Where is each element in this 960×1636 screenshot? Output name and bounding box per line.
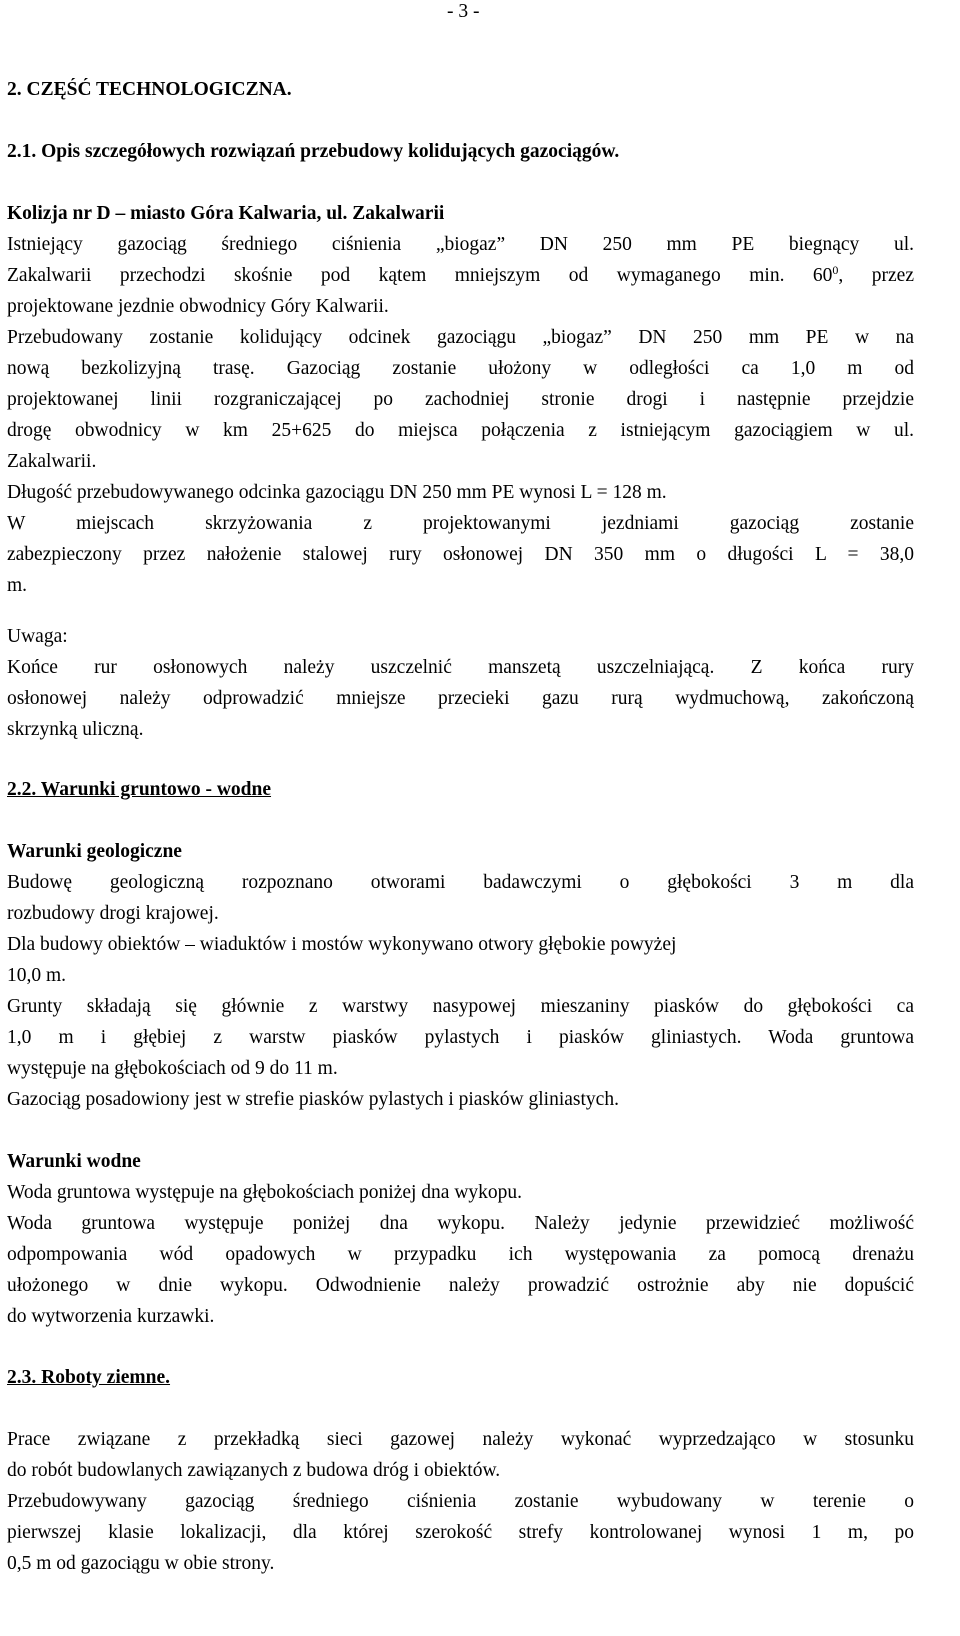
paragraph-line: m. [7,575,28,596]
paragraph-line: Istniejący gazociąg średniego ciśnienia „biogaz” DN 250 mm PE biegnący ul. [7,234,914,255]
geology-heading: Warunki geologiczne [7,841,182,862]
water-line: Woda gruntowa występuje na głębokościach poniżej dna wykopu. [7,1182,523,1203]
paragraph-line: Długość przebudowywanego odcinka gazociągu DN 250 mm PE wynosi L = 128 m. [7,482,667,503]
geology-line: 1,0 m i głębiej z warstw piasków pylastych i piasków gliniastych. Woda gruntowa [7,1027,914,1048]
paragraph-line: W miejscach skrzyżowania z projektowanymi jezdniami gazociąg zostanie [7,513,914,534]
earthworks-line: pierwszej klasie lokalizacji, dla której szerokość strefy kontrolowanej wynosi 1 m, po [7,1522,914,1543]
water-line: odpompowania wód opadowych w przypadku ich występowania za pomocą drenażu [7,1244,914,1265]
note-line: osłonowej należy odprowadzić mniejsze przecieki gazu rurą wydmuchową, zakończoną [7,688,914,709]
collision-heading: Kolizja nr D – miasto Góra Kalwaria, ul. Zakalwarii [7,203,445,224]
section-2-heading: 2. CZĘŚĆ TECHNOLOGICZNA. [7,79,292,100]
earthworks-line: 0,5 m od gazociągu w obie strony. [7,1553,275,1574]
geology-line: rozbudowy drogi krajowej. [7,903,219,924]
section-2-3-heading: 2.3. Roboty ziemne. [7,1367,171,1388]
paragraph-line: Zakalwarii przechodzi skośnie pod kątem mniejszym od wymaganego min. $60^0$, przez [7,264,914,286]
geology-line: Grunty składają się głównie z warstwy nasypowej mieszaniny piasków do głębokości ca [7,996,914,1017]
water-line: Woda gruntowa występuje poniżej dna wykopu. Należy jedynie przewidzieć możliwość [7,1213,914,1234]
earthworks-line: do robót budowlanych zawiązanych z budowa dróg i obiektów. [7,1460,501,1481]
note-label: Uwaga: [7,626,68,647]
earthworks-line: Prace związane z przekładką sieci gazowej należy wykonać wyprzedzająco w stosunku [7,1429,914,1450]
paragraph-line: nową bezkolizyjną trasę. Gazociąg zostanie ułożony w odległości ca 1,0 m od [7,358,914,379]
geology-line: 10,0 m. [7,965,67,986]
paragraph-line: zabezpieczony przez nałożenie stalowej rury osłonowej DN 350 mm o długości L = 38,0 [7,544,914,565]
earthworks-line: Przebudowywany gazociąg średniego ciśnienia zostanie wybudowany w terenie o [7,1491,914,1512]
geology-line: Gazociąg posadowiony jest w strefie piasków pylastych i piasków gliniastych. [7,1089,619,1110]
geology-line: występuje na głębokościach od 9 do 11 m. [7,1058,338,1079]
note-line: skrzynką uliczną. [7,719,144,740]
page-number: - 3 - [447,1,480,22]
paragraph-line: projektowanej linii rozgraniczającej po zachodniej stronie drogi i następnie przejdzie [7,389,914,410]
water-heading: Warunki wodne [7,1151,141,1172]
geology-line: Budowę geologiczną rozpoznano otworami badawczymi o głębokości 3 m dla [7,872,914,893]
paragraph-line: projektowane jezdnie obwodnicy Góry Kalwarii. [7,296,389,317]
section-2-1-heading: 2.1. Opis szczegółowych rozwiązań przebudowy kolidujących gazociągów. [7,141,620,162]
paragraph-line: drogę obwodnicy w km 25+625 do miejsca połączenia z istniejącym gazociągiem w ul. [7,420,914,441]
water-line: do wytworzenia kurzawki. [7,1306,215,1327]
paragraph-line: Zakalwarii. [7,451,97,472]
geology-line: Dla budowy obiektów – wiaduktów i mostów wykonywano otwory głębokie powyżej [7,934,677,955]
paragraph-line: Przebudowany zostanie kolidujący odcinek gazociągu „biogaz” DN 250 mm PE w na [7,327,914,348]
section-2-2-heading: 2.2. Warunki gruntowo - wodne [7,779,272,800]
degree-superscript: 0 [832,264,839,277]
note-line: Końce rur osłonowych należy uszczelnić manszetą uszczelniającą. Z końca rury [7,657,914,678]
water-line: ułożonego w dnie wykopu. Odwodnienie należy prowadzić ostrożnie aby nie dopuścić [7,1275,914,1296]
